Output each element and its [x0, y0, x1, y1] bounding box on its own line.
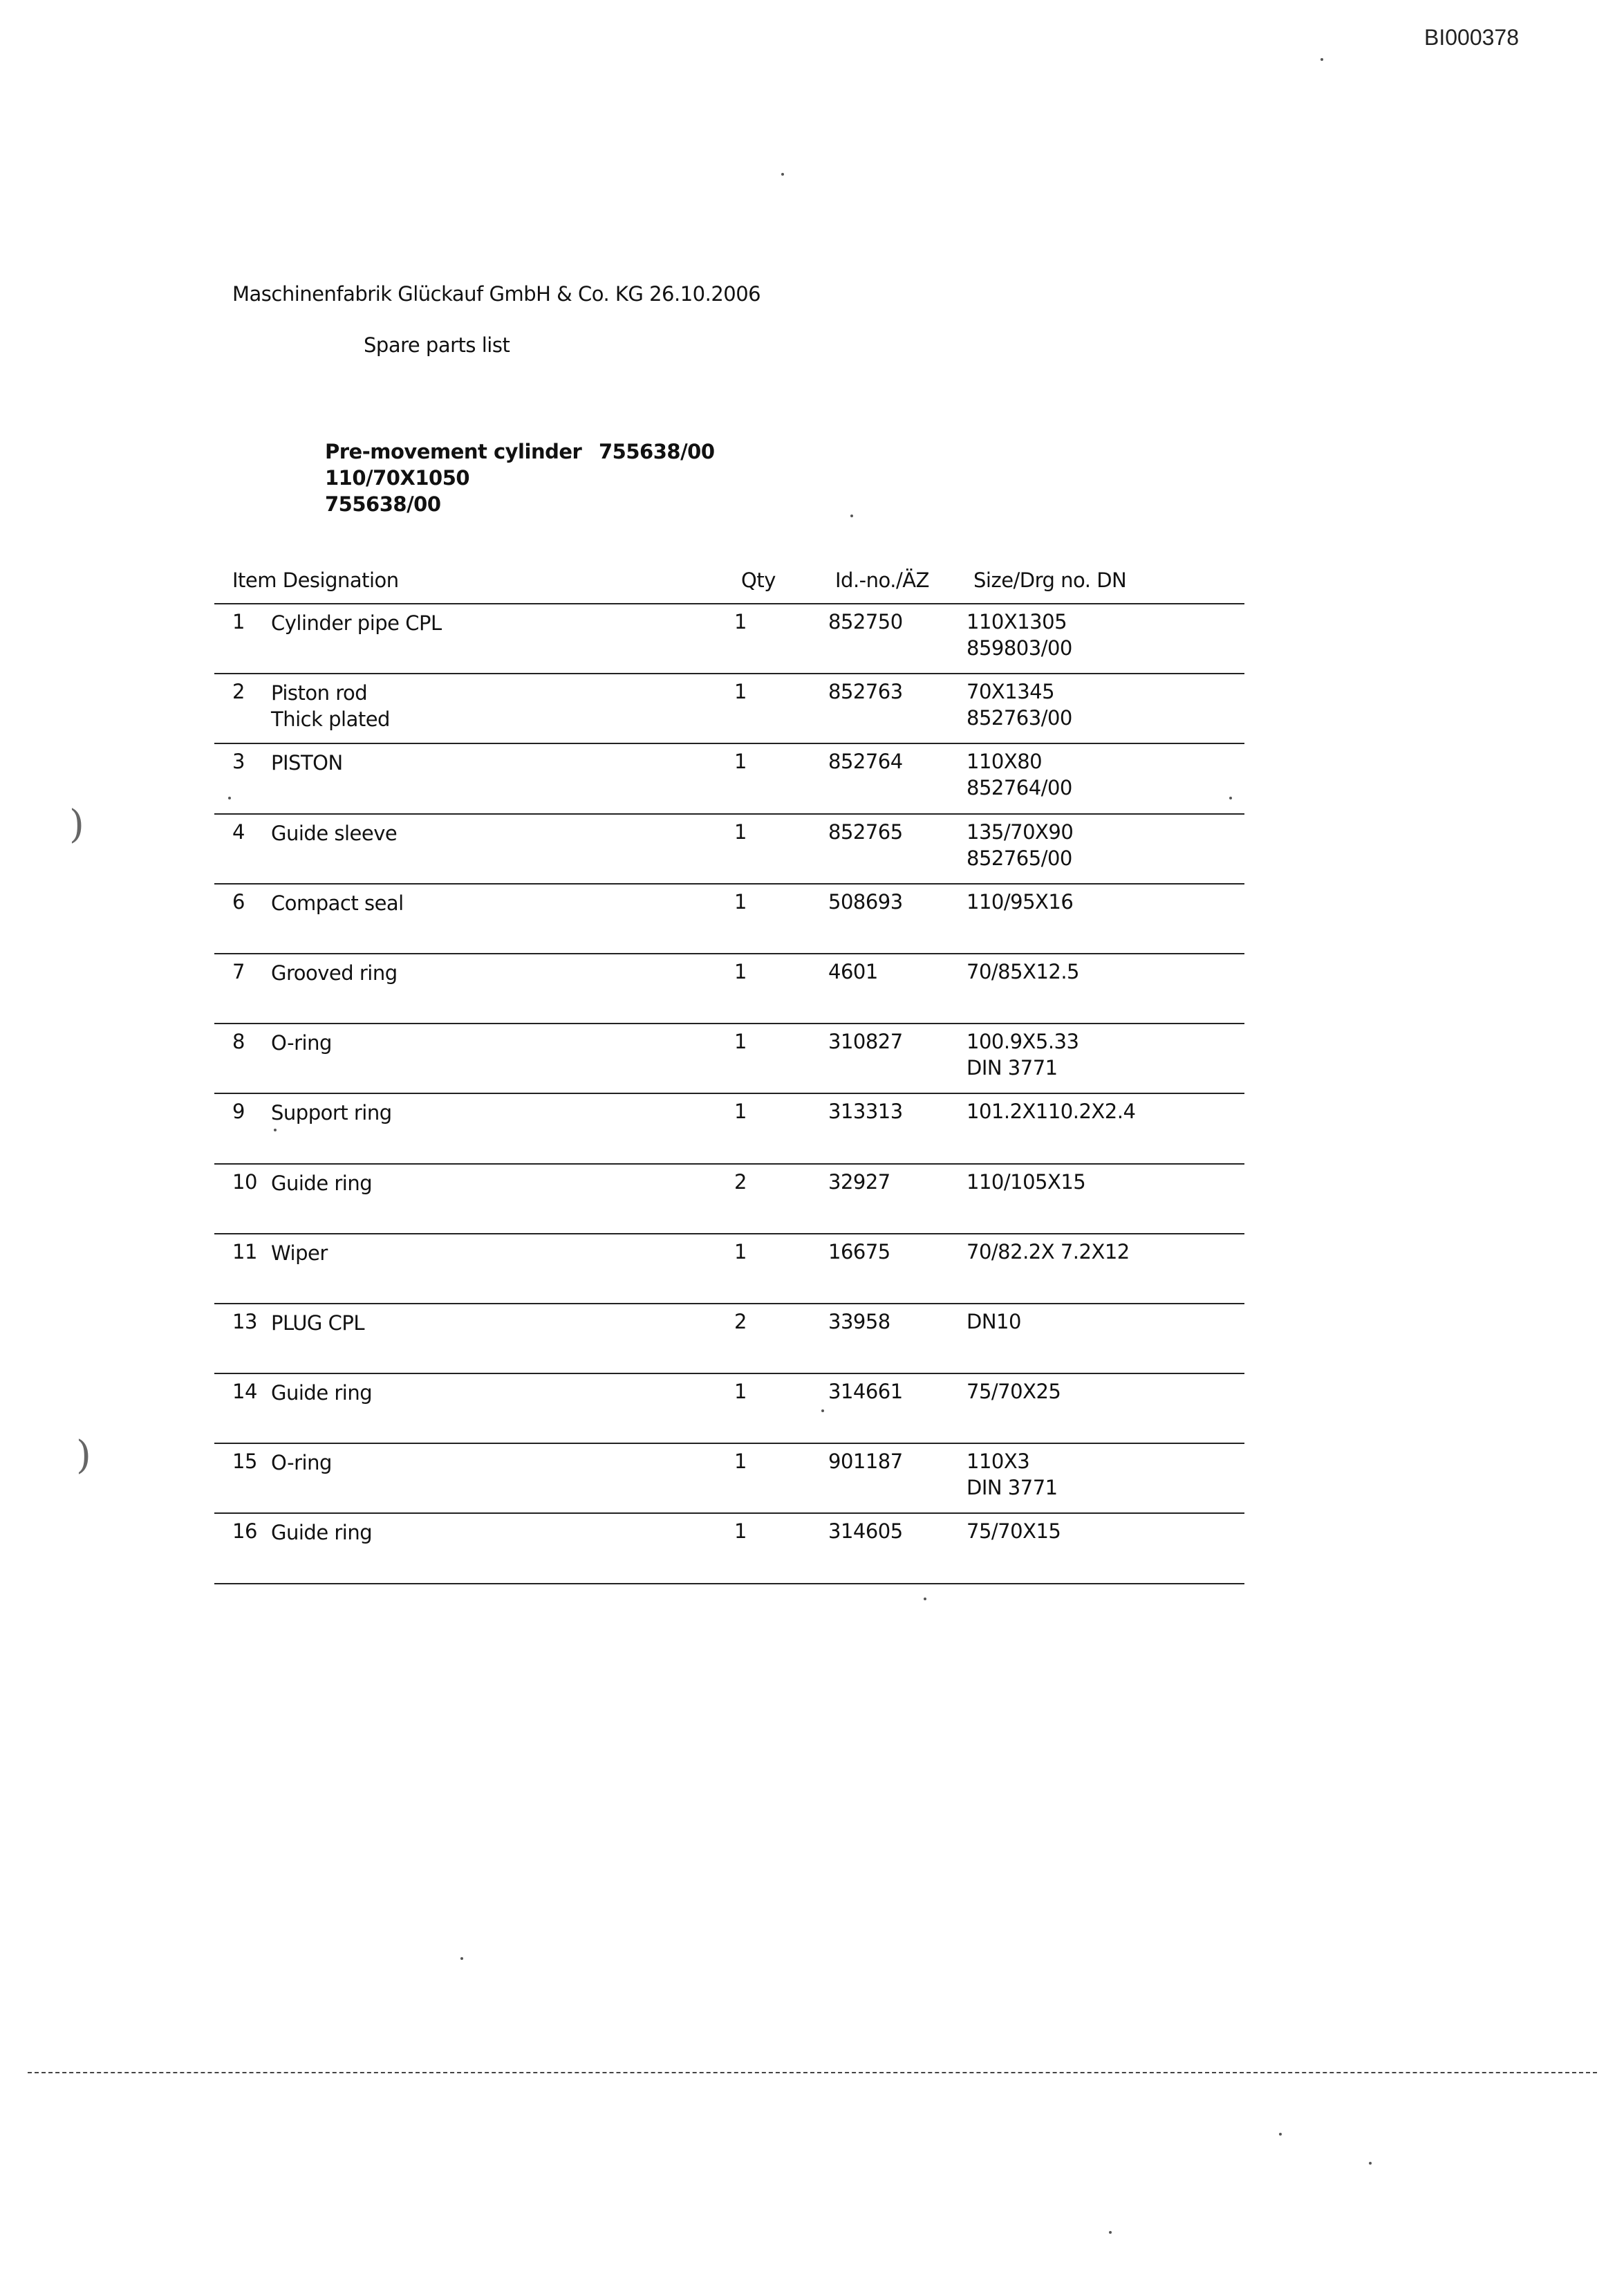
item-designation: [271, 680, 390, 732]
item-id-no: 314605: [828, 1519, 903, 1544]
item-number: 4: [232, 820, 245, 844]
scan-speck: [821, 1409, 824, 1412]
scan-speck: [1369, 2162, 1372, 2165]
scan-speck: [1279, 2133, 1282, 2136]
item-size: [967, 1518, 1061, 1544]
item-designation: [271, 1100, 392, 1126]
table-row: [214, 1512, 1244, 1582]
item-qty: 2: [734, 1309, 747, 1333]
item-number: 14: [232, 1380, 257, 1404]
item-designation: [271, 890, 404, 916]
item-designation: [271, 750, 343, 776]
item-qty: 1: [734, 1030, 747, 1054]
item-designation: [271, 960, 398, 986]
item-id-no: 33958: [828, 1309, 890, 1333]
item-number: 3: [232, 750, 245, 774]
binder-hole-mark: ): [69, 802, 84, 847]
table-row: [214, 1303, 1244, 1373]
drawing-number-line: 852763/00: [967, 706, 1072, 730]
item-size: [967, 959, 1079, 985]
drawing-number-line: 859803/00: [967, 636, 1072, 660]
table-row: [214, 953, 1244, 1023]
designation-line: Guide sleeve: [271, 821, 398, 845]
scan-speck: [1320, 58, 1323, 61]
table-row: [214, 1093, 1244, 1163]
designation-line: O-ring: [271, 1451, 332, 1475]
item-designation: [271, 1450, 332, 1476]
scan-speck: [1109, 2231, 1112, 2234]
table-row: [214, 673, 1244, 743]
designation-line: PLUG CPL: [271, 1311, 365, 1335]
designation-line: Grooved ring: [271, 961, 398, 985]
item-number: 11: [232, 1239, 257, 1263]
designation-line: Support ring: [271, 1101, 392, 1125]
document-title: Spare parts list: [364, 333, 510, 357]
designation-line: Compact seal: [271, 891, 404, 915]
item-designation: [271, 1030, 332, 1056]
item-designation: [271, 820, 397, 846]
drawing-number-line: DIN 3771: [967, 1476, 1058, 1500]
item-qty: 1: [734, 820, 747, 844]
footer-divider: [28, 2072, 1597, 2073]
item-id-no: 852765: [828, 820, 903, 844]
item-designation: [271, 1170, 372, 1196]
designation-line: Wiper: [271, 1241, 328, 1265]
item-qty: 1: [734, 750, 747, 774]
item-number: 16: [232, 1519, 257, 1544]
item-id-no: 852764: [828, 750, 903, 774]
item-size: [967, 1239, 1130, 1265]
table-row: [214, 1233, 1244, 1303]
item-size: [967, 1028, 1079, 1081]
item-size: [967, 1169, 1085, 1195]
item-size: [967, 819, 1073, 871]
size-line: 100.9X5.33: [967, 1030, 1079, 1054]
designation-line: O-ring: [271, 1031, 332, 1055]
drawing-number-line: 852765/00: [967, 846, 1072, 870]
item-qty: 1: [734, 680, 747, 704]
item-number: 15: [232, 1450, 257, 1474]
item-number: 13: [232, 1309, 257, 1333]
table-row: [214, 1163, 1244, 1233]
item-id-no: 314661: [828, 1380, 903, 1404]
item-id-no: 32927: [828, 1169, 890, 1194]
product-name-row: [325, 438, 715, 465]
size-line: DN10: [967, 1309, 1021, 1333]
size-line: 75/70X25: [967, 1380, 1061, 1404]
item-id-no: 852763: [828, 680, 903, 704]
item-size: [967, 1448, 1058, 1501]
scan-speck: [1229, 797, 1232, 799]
item-designation: [271, 1380, 372, 1406]
product-block: [325, 438, 715, 517]
designation-line: Guide ring: [271, 1171, 373, 1195]
product-number: 755638/00: [325, 492, 441, 516]
binder-hole-mark: ): [76, 1433, 91, 1478]
drawing-number-line: 852764/00: [967, 776, 1072, 800]
item-id-no: 310827: [828, 1030, 903, 1054]
size-line: 110X3: [967, 1450, 1030, 1474]
table-row: [214, 1373, 1244, 1443]
item-qty: 1: [734, 610, 747, 633]
header-size-drg-no: Size/Drg no. DN: [973, 568, 1127, 592]
item-qty: 2: [734, 1169, 747, 1194]
size-line: 101.2X110.2X2.4: [967, 1100, 1136, 1124]
size-line: 110/95X16: [967, 889, 1074, 914]
item-designation: [271, 1310, 364, 1336]
table-row: [214, 1023, 1244, 1093]
size-line: 110X1305: [967, 610, 1067, 633]
item-size: [967, 1098, 1135, 1124]
drawing-number-line: DIN 3771: [967, 1056, 1058, 1080]
item-size: [967, 889, 1073, 915]
item-id-no: 16675: [828, 1239, 890, 1263]
product-drawing-number: 755638/00: [599, 440, 715, 463]
product-name: Pre-movement cylinder: [325, 440, 582, 463]
item-size: [967, 609, 1072, 661]
item-number: 7: [232, 959, 245, 983]
scan-speck: [228, 797, 231, 799]
item-id-no: 4601: [828, 959, 878, 983]
header-id-no: Id.-no./ÄZ: [835, 568, 929, 592]
item-qty: 1: [734, 959, 747, 983]
parts-table: [214, 603, 1244, 1584]
item-qty: 1: [734, 1239, 747, 1263]
table-bottom-rule: [214, 1583, 1244, 1584]
designation-line: Guide ring: [271, 1521, 373, 1545]
designation-line: PISTON: [271, 751, 343, 775]
parts-table-header: [232, 568, 1242, 596]
scan-speck: [850, 515, 853, 517]
table-row: [214, 743, 1244, 813]
company-date-line: Maschinenfabrik Glückauf GmbH & Co. KG 26.10.2006: [232, 282, 761, 306]
designation-line: Cylinder pipe CPL: [271, 611, 442, 635]
size-line: 75/70X15: [967, 1519, 1061, 1544]
table-row: [214, 603, 1244, 673]
page-id: BI000378: [1424, 25, 1520, 50]
designation-line: Piston rod: [271, 681, 368, 705]
size-line: 135/70X90: [967, 820, 1074, 844]
item-designation: [271, 1519, 372, 1546]
size-line: 110X80: [967, 750, 1043, 774]
item-designation: [271, 610, 442, 636]
item-number: 2: [232, 680, 245, 704]
size-line: 110/105X15: [967, 1169, 1086, 1194]
item-id-no: 508693: [828, 889, 903, 914]
item-size: [967, 1308, 1021, 1335]
item-number: 10: [232, 1169, 257, 1194]
size-line: 70/85X12.5: [967, 959, 1080, 983]
scan-speck: [781, 173, 784, 176]
product-dimensions: 110/70X1050: [325, 466, 470, 490]
table-row: [214, 1443, 1244, 1512]
item-qty: 1: [734, 1450, 747, 1474]
scan-speck: [460, 1957, 463, 1960]
header-qty: Qty: [741, 568, 776, 592]
item-id-no: 313313: [828, 1100, 903, 1124]
item-id-no: 852750: [828, 610, 903, 633]
item-id-no: 901187: [828, 1450, 903, 1474]
item-qty: 1: [734, 1100, 747, 1124]
size-line: 70/82.2X 7.2X12: [967, 1239, 1130, 1263]
item-size: [967, 1378, 1061, 1405]
table-row: [214, 813, 1244, 883]
item-qty: 1: [734, 1519, 747, 1544]
item-qty: 1: [734, 1380, 747, 1404]
header-item-designation: Item Designation: [232, 568, 399, 592]
item-size: [967, 748, 1072, 801]
scan-speck: [924, 1598, 926, 1600]
scan-speck: [274, 1129, 277, 1131]
item-number: 1: [232, 610, 245, 633]
item-size: [967, 678, 1072, 731]
designation-note: Thick plated: [271, 707, 390, 732]
size-line: 70X1345: [967, 680, 1055, 704]
item-qty: 1: [734, 889, 747, 914]
item-number: 9: [232, 1100, 245, 1124]
item-number: 6: [232, 889, 245, 914]
designation-line: Guide ring: [271, 1381, 373, 1405]
table-row: [214, 883, 1244, 953]
item-number: 8: [232, 1030, 245, 1054]
item-designation: [271, 1240, 328, 1266]
